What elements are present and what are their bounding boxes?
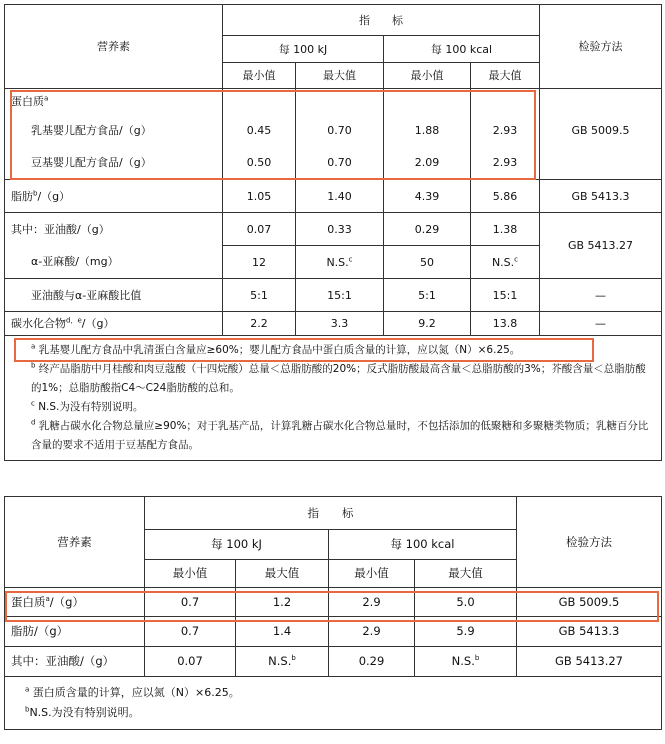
- table-row: 其中：亚油酸/（g） 0.07 N.S.$^b$ 0.29 N.S.$^b$ GB 5413.27: [5, 647, 662, 677]
- footnote-c: $^c$ N.S.为没有特别说明。: [31, 399, 144, 413]
- table-row: 蛋白质$^a$/（g） 0.7 1.2 2.9 5.0 GB 5009.5: [5, 588, 662, 617]
- footnote-b: $^b$ 终产品脂肪中月桂酸和肉豆蔻酸（十四烷酸）总量＜总脂肪酸的20%；反式脂肪酸最高含量＜总脂肪酸的3%；芥酸含量＜总脂肪酸的1%；总脂肪酸指C4～C24脂肪酸的总和。: [31, 361, 646, 394]
- table-row: 其中：亚油酸/（g） 0.07 0.33 0.29 1.38 GB 5413.27: [5, 213, 662, 246]
- nutrient-table-general: [4, 496, 662, 730]
- table1-footnotes: [5, 336, 662, 461]
- table-row: 亚油酸与α-亚麻酸比值 5:1 15:1 5:1 15:1 —: [5, 279, 662, 312]
- header-max: 最大值: [236, 560, 329, 588]
- row-fat-label: 脂肪/（g）: [5, 617, 145, 647]
- header-max: 最大值: [415, 560, 517, 588]
- table-row: α-亚麻酸/（mg） 12 N.S.$^c$ 50 N.S.$^c$: [5, 246, 662, 279]
- fat-method: GB 5413.3: [517, 617, 662, 647]
- header-nutrient: 营养素: [5, 497, 145, 588]
- fatty-acid-method: GB 5413.27: [540, 213, 662, 279]
- footnote-d: $^d$ 乳糖占碳水化合物总量应≥90%；对于乳基产品，计算乳糖占碳水化合物总量时，不包括添加的低聚糖和多聚糖类物质；乳糖百分比含量的要求不适用于豆基配方食品。: [31, 418, 649, 451]
- linoleic-method: GB 5413.27: [517, 647, 662, 677]
- row-milk-label: 乳基婴儿配方食品/（g）: [5, 114, 223, 147]
- header-per-kcal: 每 100 kcal: [384, 36, 540, 63]
- table2-footnotes: [5, 677, 662, 730]
- header-max: 最大值: [296, 63, 384, 89]
- header-method: 检验方法: [540, 5, 662, 89]
- header-method: 检验方法: [517, 497, 662, 588]
- table-row: 豆基婴儿配方食品/（g） 0.50 0.70 2.09 2.93: [5, 147, 662, 180]
- row-linoleic-label: 其中：亚油酸/（g）: [5, 213, 223, 246]
- header-min: 最小值: [223, 63, 296, 89]
- table-row: 脂肪/（g） 0.7 1.4 2.9 5.9 GB 5413.3: [5, 617, 662, 647]
- header-max: 最大值: [471, 63, 540, 89]
- row-protein-label: 蛋白质$^a$: [5, 89, 223, 114]
- table-row: 乳基婴儿配方食品/（g） 0.45 0.70 1.88 2.93 GB 5009.5: [5, 114, 662, 147]
- header-min: 最小值: [384, 63, 471, 89]
- protein-method: GB 5009.5: [540, 114, 662, 147]
- footnote-a: $^a$ 蛋白质含量的计算，应以氮（N）×6.25。: [25, 685, 240, 699]
- header-min: 最小值: [145, 560, 236, 588]
- row-fat-label: 脂肪$^b$/（g）: [5, 180, 223, 213]
- header-nutrient: 营养素: [5, 5, 223, 89]
- header-indicator: 指 标: [145, 497, 517, 530]
- header-per-kcal: 每 100 kcal: [329, 530, 517, 560]
- header-indicator: 指 标: [223, 5, 540, 36]
- row-ratio-label: 亚油酸与α-亚麻酸比值: [5, 279, 223, 312]
- header-min: 最小值: [329, 560, 415, 588]
- row-linoleic-label: 其中：亚油酸/（g）: [5, 647, 145, 677]
- table-row: 脂肪$^b$/（g） 1.05 1.40 4.39 5.86 GB 5413.3: [5, 180, 662, 213]
- row-alpha-label: α-亚麻酸/（mg）: [5, 246, 223, 279]
- protein-method: GB 5009.5: [517, 588, 662, 617]
- nutrient-table-infant: [4, 4, 662, 461]
- table-row: 碳水化合物$^{d,e}$/（g） 2.2 3.3 9.2 13.8 —: [5, 312, 662, 336]
- header-per-kj: 每 100 kJ: [145, 530, 329, 560]
- row-carb-label: 碳水化合物$^{d,e}$/（g）: [5, 312, 223, 336]
- row-soy-label: 豆基婴儿配方食品/（g）: [5, 147, 223, 180]
- header-per-kj: 每 100 kJ: [223, 36, 384, 63]
- footnote-b: $^b$N.S.为没有特别说明。: [25, 705, 140, 719]
- row-protein-label: 蛋白质$^a$/（g）: [5, 588, 145, 617]
- footnote-a: $^a$ 乳基婴儿配方食品中乳清蛋白含量应≥60%；婴儿配方食品中蛋白质含量的计算，应以氮（N）×6.25。: [31, 342, 521, 356]
- fat-method: GB 5413.3: [540, 180, 662, 213]
